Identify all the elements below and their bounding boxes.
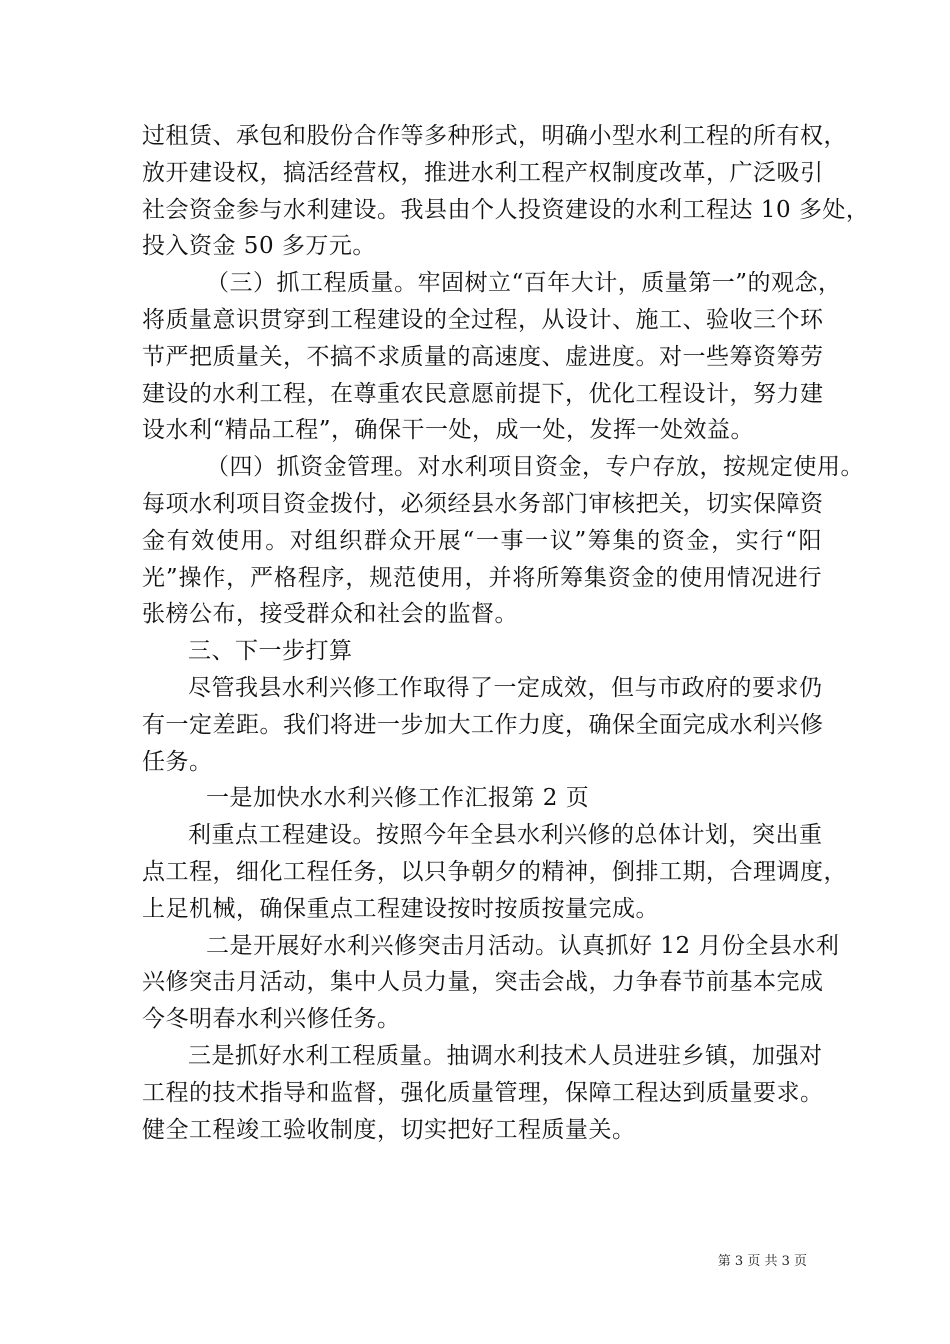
text-line: 有一定差距。我们将进一步加大工作力度，确保全面完成水利兴修 (142, 711, 824, 738)
text-line: 投入资金 50 多万元。 (142, 233, 376, 260)
text-line: 利重点工程建设。按照今年全县水利兴修的总体计划，突出重 (188, 822, 823, 849)
paragraph-fund-management (142, 449, 864, 633)
text-line: 社会资金参与水利建设。我县由个人投资建设的水利工程达 10 多处， (142, 196, 870, 223)
text-line: 健全工程竣工验收制度，切实把好工程质量关。 (142, 1116, 636, 1143)
text-line: 将质量意识贯穿到工程建设的全过程，从设计、施工、验收三个环 (142, 306, 824, 333)
text-line: 上足机械，确保重点工程建设按时按质按量完成。 (142, 895, 659, 922)
text-line: 三是抓好水利工程质量。抽调水利技术人员进驻乡镇，加强对 (188, 1042, 823, 1069)
text-line: 工程的技术指导和监督，强化质量管理，保障工程达到质量要求。 (142, 1079, 824, 1106)
paragraph-key-projects (142, 817, 847, 927)
text-line: 二是开展好水利兴修突击月活动。认真抓好 12 月份全县水利 (206, 932, 840, 959)
text-line: 节严把质量关，不搞不求质量的高速度、虚进度。对一些筹资筹劳 (142, 343, 824, 370)
text-line: （四）抓资金管理。对水利项目资金，专户存放，按规定使用。 (206, 454, 864, 481)
paragraph-project-quality (142, 1038, 822, 1148)
text-line: 任务。 (142, 748, 213, 775)
text-line: 每项水利项目资金拨付，必须经县水务部门审核把关，切实保障资 (142, 490, 824, 517)
paragraph-quality (142, 265, 842, 449)
text-line: 点工程，细化工程任务，以只争朝夕的精神，倒排工期，合理调度， (142, 858, 847, 885)
document-body (142, 118, 870, 1148)
paragraph-summary (142, 670, 822, 780)
text-line: 建设的水利工程，在尊重农民意愿前提下，优化工程设计，努力建 (142, 380, 824, 407)
paragraph-land-rights (142, 118, 870, 265)
text-line: 过租赁、承包和股份合作等多种形式，明确小型水利工程的所有权， (142, 123, 847, 149)
text-line: 张榜公布，接受群众和社会的监督。 (142, 601, 518, 628)
text-line: 今冬明春水利兴修任务。 (142, 1006, 401, 1033)
paragraph-campaign-month (142, 928, 840, 1038)
page-number-footer: 第 3 页 共 3 页 (717, 1254, 807, 1269)
text-line: （三）抓工程质量。牢固树立“百年大计，质量第一”的观念， (206, 270, 842, 297)
text-line: 放开建设权，搞活经营权，推进水利工程产权制度改革，广泛吸引 (142, 159, 824, 186)
paragraph-item-one-header (142, 780, 822, 817)
section-heading-next-steps (142, 633, 822, 670)
text-line: 一是加快水水利兴修工作汇报第 2 页 (206, 785, 590, 812)
text-line: 尽管我县水利兴修工作取得了一定成效，但与市政府的要求仍 (188, 674, 823, 701)
text-line: 光”操作，严格程序，规范使用，并将所筹集资金的使用情况进行 (142, 564, 822, 591)
heading-line: 三、下一步打算 (188, 638, 353, 665)
text-line: 兴修突击月活动，集中人员力量，突击会战，力争春节前基本完成 (142, 969, 824, 996)
text-line: 设水利“精品工程”，确保干一处，成一处，发挥一处效益。 (142, 417, 755, 444)
text-line: 金有效使用。对组织群众开展“一事一议”筹集的资金，实行“阳 (142, 527, 822, 554)
